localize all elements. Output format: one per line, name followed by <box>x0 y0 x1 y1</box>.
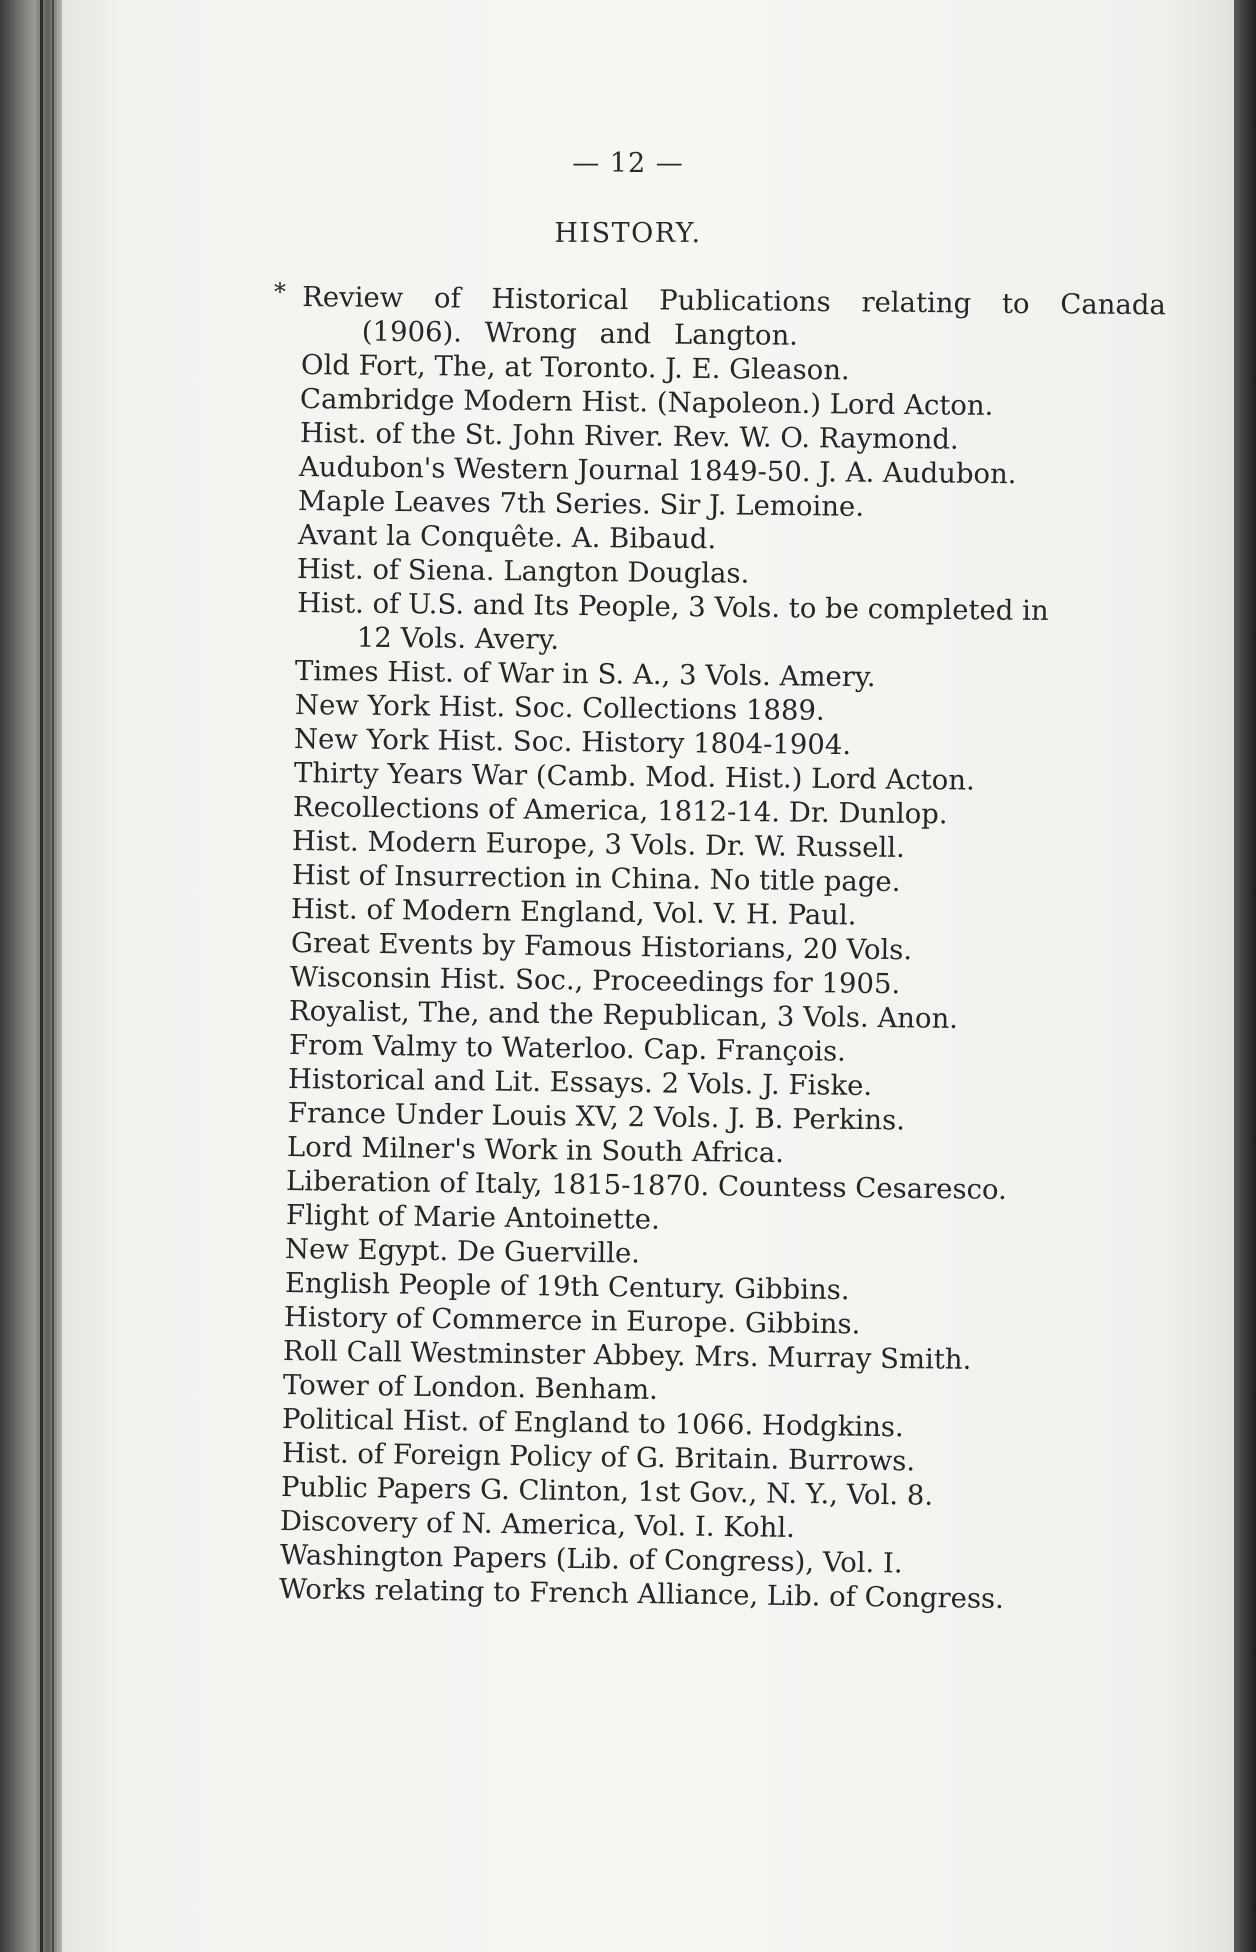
entry-text: France Under Louis XV, 2 Vols. J. B. Perkins. <box>287 1097 905 1137</box>
bibliography-entry <box>302 280 1166 356</box>
bibliography-entry <box>301 348 850 387</box>
entry-text: New York Hist. Soc. History 1804-1904. <box>294 723 852 762</box>
bibliography-entry <box>297 552 750 591</box>
entry-text: History of Commerce in Europe. Gibbins. <box>283 1301 861 1341</box>
entry-text: Great Events by Famous Historians, 20 Vols. <box>290 927 912 967</box>
entry-text: Hist. of Foreign Policy of G. Britain. Burrows. <box>281 1437 915 1478</box>
entry-text: Review of Historical Publications relating to Canada <box>302 281 1166 322</box>
entry-text: Cambridge Modern Hist. (Napoleon.) Lord Acton. <box>300 383 994 422</box>
bibliography-entry <box>298 484 864 524</box>
entry-text: Liberation of Italy, 1815-1870. Countess Cesaresco. <box>286 1165 1008 1206</box>
entry-text: English People of 19th Century. Gibbins. <box>284 1267 850 1307</box>
entry-text: Thirty Years War (Camb. Mod. Hist.) Lord Acton. <box>293 757 975 797</box>
entry-text: Hist. of Siena. Langton Douglas. <box>297 553 750 590</box>
entry-text: Times Hist. of War in S. A., 3 Vols. Amery. <box>295 655 877 694</box>
entry-text: Hist. of U.S. and Its People, 3 Vols. to be completed in <box>296 587 1049 628</box>
entry-text: Wisconsin Hist. Soc., Proceedings for 1905. <box>289 961 901 1001</box>
page-number: — 12 — <box>572 148 684 179</box>
entry-text: Political Hist. of England to 1066. Hodgkins. <box>281 1403 905 1444</box>
asterisk-marker: * <box>274 278 286 306</box>
entry-text: Historical and Lit. Essays. 2 Vols. J. Fiske. <box>287 1063 873 1103</box>
entry-text: Lord Milner's Work in South Africa. <box>286 1131 785 1170</box>
entry-text: Washington Papers (Lib. of Congress), Vol. I. <box>279 1539 903 1580</box>
entry-text: Old Fort, The, at Toronto. J. E. Gleason. <box>300 349 850 387</box>
entry-text: Royalist, The, and the Republican, 3 Vols. Anon. <box>289 995 959 1035</box>
entry-text: From Valmy to Waterloo. Cap. François. <box>288 1029 846 1068</box>
entry-text: Hist. Modern Europe, 3 Vols. Dr. W. Russell. <box>292 825 906 864</box>
entry-text: Hist of Insurrection in China. No title page. <box>291 859 901 899</box>
entry-text: Hist. of the St. John River. Rev. W. O. Raymond. <box>299 417 959 456</box>
entry-text: Audubon's Western Journal 1849-50. J. A. Audubon. <box>298 451 1017 491</box>
bibliography-entry <box>285 1232 640 1271</box>
entry-text: Avant la Conquête. A. Bibaud. <box>297 519 717 556</box>
entry-text: Maple Leaves 7th Series. Sir J. Lemoine. <box>298 485 865 523</box>
entry-continuation: 12 Vols. Avery. <box>356 621 559 656</box>
entry-text: Tower of London. Benham. <box>282 1369 658 1406</box>
entry-text: Discovery of N. America, Vol. I. Kohl. <box>280 1505 796 1545</box>
entry-text: Public Papers G. Clinton, 1st Gov., N. Y., Vol. 8. <box>280 1471 934 1512</box>
entry-text: Recollections of America, 1812-14. Dr. Dunlop. <box>292 791 948 831</box>
entry-text: Roll Call Westminster Abbey. Mrs. Murray Smith. <box>283 1335 972 1376</box>
bibliography-entry <box>295 688 825 728</box>
bibliography-entry <box>298 518 717 556</box>
bibliography-entry <box>283 1368 658 1407</box>
section-title: HISTORY. <box>554 218 702 249</box>
entry-text: Hist. of Modern England, Vol. V. H. Paul. <box>291 893 857 932</box>
bibliography-entry <box>286 1198 660 1237</box>
entry-continuation: (1906). Wrong and Langton. <box>361 315 799 352</box>
entry-text: Works relating to French Alliance, Lib. of Congress. <box>278 1573 1005 1615</box>
entry-text: New York Hist. Soc. Collections 1889. <box>294 689 825 727</box>
entry-text: Flight of Marie Antoinette. <box>285 1199 660 1236</box>
entry-text: New Egypt. De Guerville. <box>284 1233 641 1270</box>
bibliography-entry <box>296 586 1048 662</box>
